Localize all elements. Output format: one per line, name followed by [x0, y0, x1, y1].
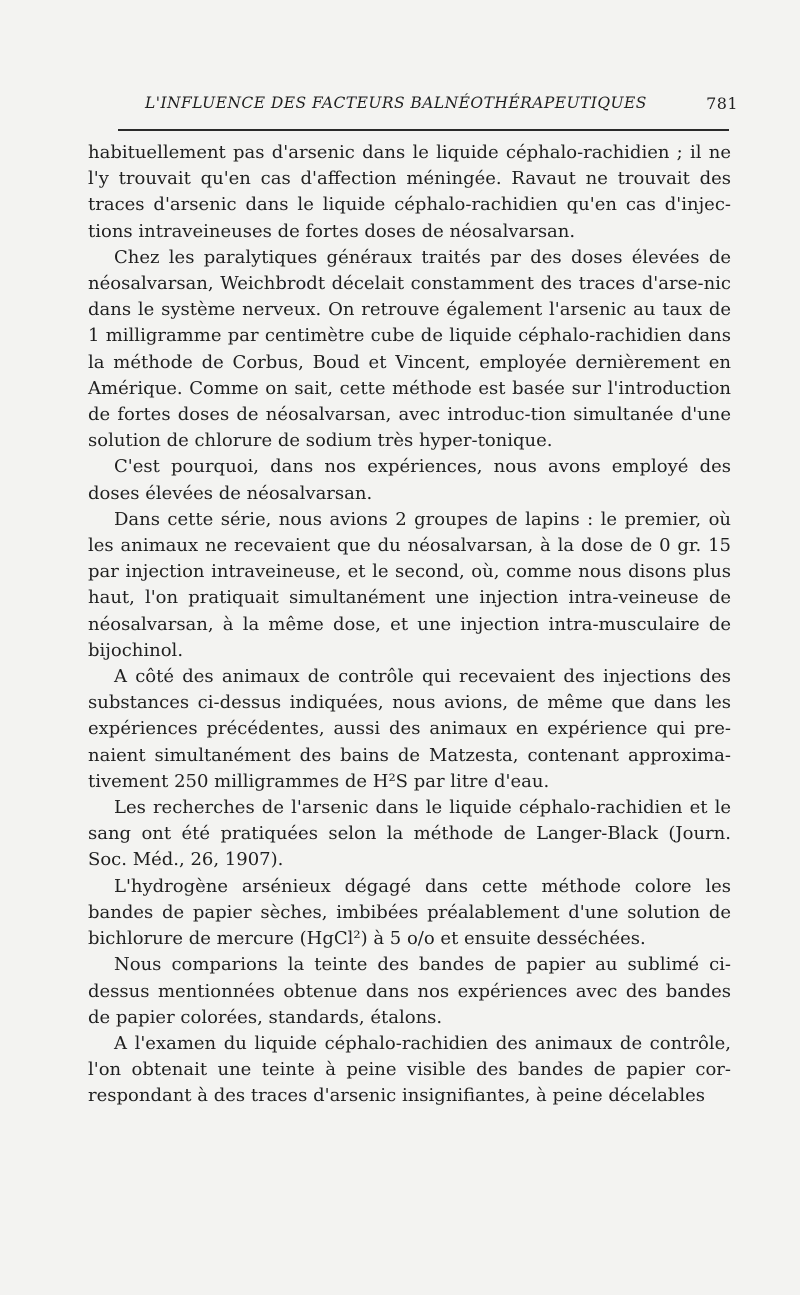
paragraph: A côté des animaux de contrôle qui recevaient des injections des substances ci-dessus indiquées, nous avions, de même que dans les expériences précédentes, aussi des animaux en expérience qui pre-naient simultanément des bains de Matzesta, contenant approxima-tivement 250 milligrammes de H²S par litre d'eau.: [88, 666, 731, 792]
body-text: [88, 140, 731, 1110]
header-rule: [118, 129, 729, 131]
paragraph: habituellement pas d'arsenic dans le liquide céphalo-rachidien ; il ne l'y trouvait qu'en cas d'affection méningée. Ravaut ne trouvait des traces d'arsenic dans le liquide céphalo-rachidien qu'en cas d'injec-tions intraveineuses de fortes doses de néosalvarsan.: [88, 142, 731, 242]
running-title: L'INFLUENCE DES FACTEURS BALNÉOTHÉRAPEUTIQUES: [145, 94, 647, 112]
paragraph: C'est pourquoi, dans nos expériences, nous avons employé des doses élevées de néosalvarsan.: [88, 456, 731, 504]
paragraph: L'hydrogène arsénieux dégagé dans cette méthode colore les bandes de papier sèches, imbibées préalablement d'une solution de bichlorure de mercure (HgCl²) à 5 o/o et ensuite desséchées.: [88, 875, 731, 950]
running-header: [88, 94, 738, 118]
paragraph: Nous comparions la teinte des bandes de papier au sublimé ci-dessus mentionnées obtenue dans nos expériences avec des bandes de papier colorées, standards, étalons.: [88, 954, 731, 1028]
paragraph: A l'examen du liquide céphalo-rachidien des animaux de contrôle, l'on obtenait une teinte à peine visible des bandes de papier cor-respondant à des traces d'arsenic insignifiantes, à peine décelables: [88, 1032, 731, 1107]
paragraph: Les recherches de l'arsenic dans le liquide céphalo-rachidien et le sang ont été pratiquées selon la méthode de Langer-Black (Journ. Soc. Méd., 26, 1907).: [88, 797, 731, 871]
page-number: 781: [706, 94, 738, 113]
paragraph: Dans cette série, nous avions 2 groupes de lapins : le premier, où les animaux ne recevaient que du néosalvarsan, à la dose de 0 gr. 15 par injection intraveineuse, et le second, où, comme nous disons plus haut, l'on pratiquait simultanément une injection intra-veineuse de néosalvarsan, à la même dose, et une injection intra-musculaire de bijochinol.: [88, 508, 731, 661]
paragraph: Chez les paralytiques généraux traités par des doses élevées de néosalvarsan, Weichbrodt décelait constamment des traces d'arse-nic dans le système nerveux. On retrouve également l'arsenic au taux de 1 milligramme par centimètre cube de liquide céphalo-rachidien dans la méthode de Corbus, Boud et Vincent, employée dernièrement en Amérique. Comme on sait, cette méthode est basée sur l'introduction de fortes doses de néosalvarsan, avec introduc-tion simultanée d'une solution de chlorure de sodium très hyper-tonique.: [88, 246, 731, 452]
